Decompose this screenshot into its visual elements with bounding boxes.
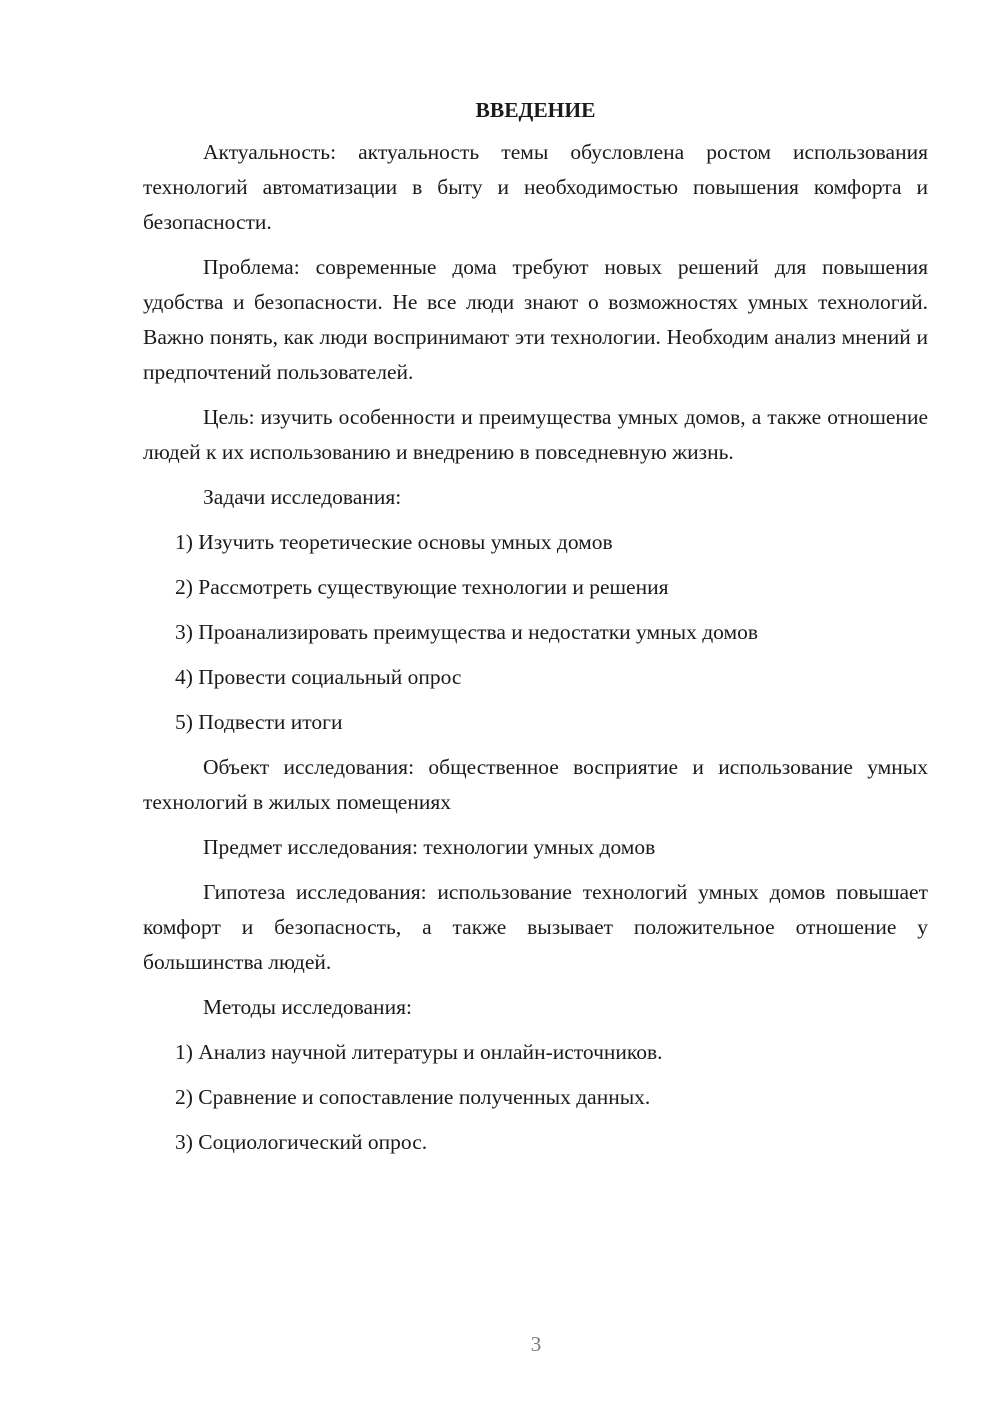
list-item: 2) Сравнение и сопоставление полученных данных. — [175, 1085, 651, 1109]
object-paragraph: Объект исследования: общественное восприятие и использование умных технологий в жилых помещениях — [143, 755, 928, 814]
methods-heading: Методы исследования: — [203, 995, 412, 1019]
list-item: 3) Проанализировать преимущества и недостатки умных домов — [175, 620, 758, 644]
list-item: 2) Рассмотреть существующие технологии и решения — [175, 575, 669, 599]
goal-paragraph: Цель: изучить особенности и преимущества умных домов, а также отношение людей к их использованию и внедрению в повседневную жизнь. — [143, 405, 928, 464]
document-page — [143, 90, 928, 1170]
subject-paragraph: Предмет исследования: технологии умных домов — [203, 835, 656, 859]
list-item: 5) Подвести итоги — [175, 710, 343, 734]
list-item: 1) Анализ научной литературы и онлайн-источников. — [175, 1040, 663, 1064]
section-title: ВВЕДЕНИЕ — [475, 98, 596, 122]
tasks-list — [143, 525, 928, 740]
list-item: 1) Изучить теоретические основы умных домов — [175, 530, 613, 554]
list-item: 3) Социологический опрос. — [175, 1130, 428, 1154]
page-number: 3 — [530, 1332, 542, 1356]
list-item: 4) Провести социальный опрос — [175, 665, 462, 689]
methods-list — [143, 1035, 928, 1160]
problem-paragraph: Проблема: современные дома требуют новых решений для повышения удобства и безопасности. Не все люди знают о возможностях умных технологий. Важно понять, как люди воспринимают эти технологии. Необходим анализ мнений и предпочтений пользователей. — [143, 255, 928, 384]
hypothesis-paragraph: Гипотеза исследования: использование технологий умных домов повышает комфорт и безопасность, а также вызывает положительное отношение у большинства людей. — [143, 880, 928, 974]
relevance-paragraph: Актуальность: актуальность темы обусловлена ростом использования технологий автоматизации в быту и необходимостью повышения комфорта и безопасности. — [143, 140, 928, 234]
tasks-heading: Задачи исследования: — [203, 485, 402, 509]
